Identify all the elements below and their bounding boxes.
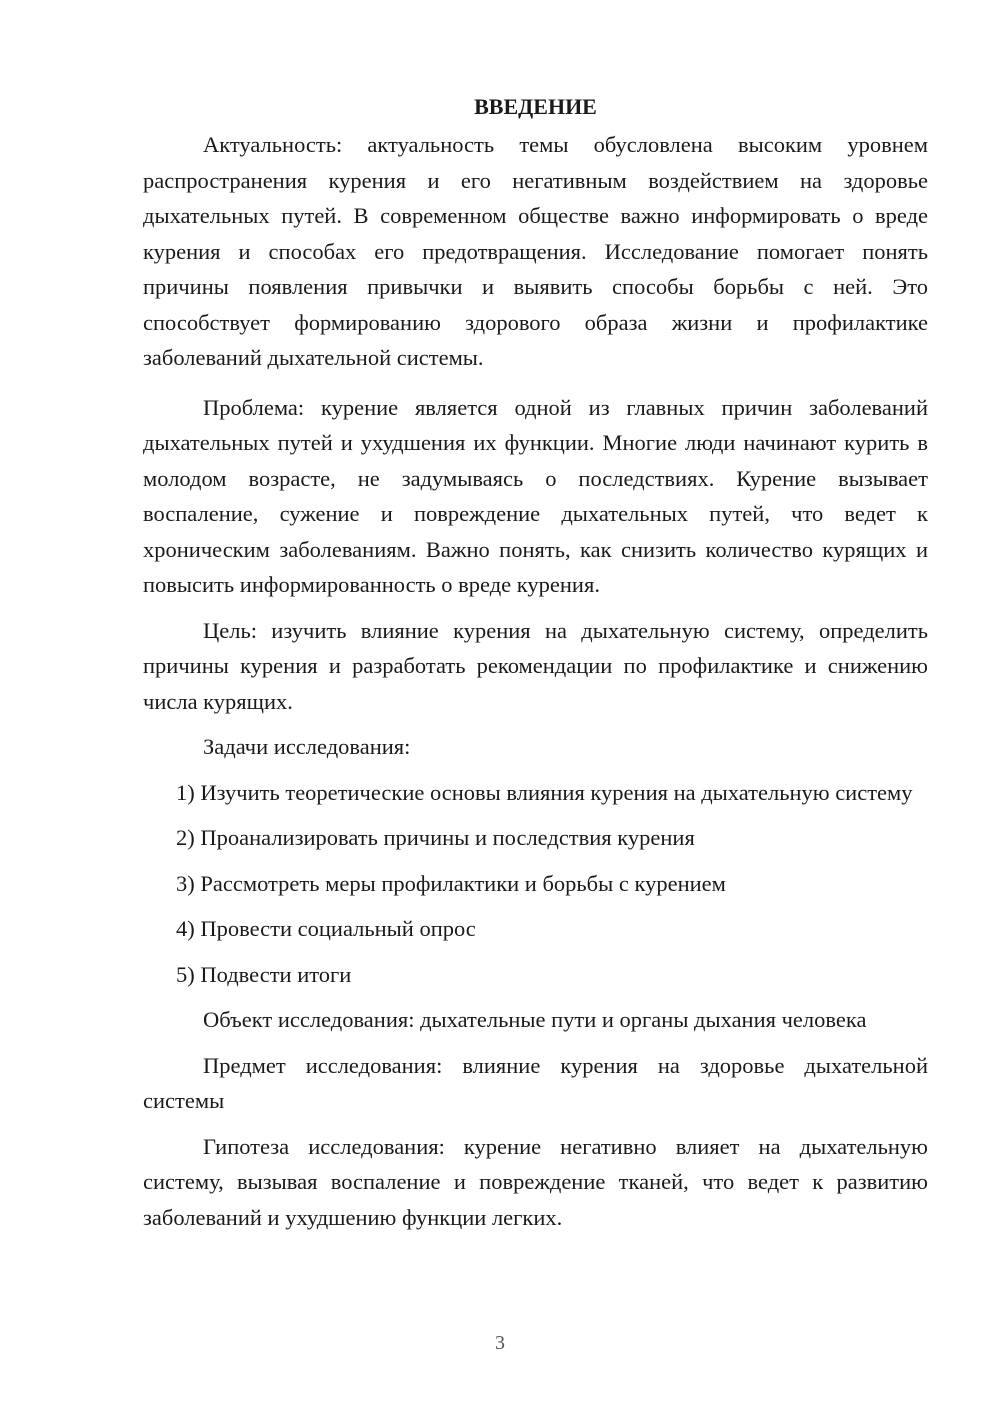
task-item-1: 1) Изучить теоретические основы влияния курения на дыхательную систему <box>176 779 913 805</box>
task-item-2: 2) Проанализировать причины и последствия курения <box>176 825 695 850</box>
task-item-4: 4) Провести социальный опрос <box>176 916 476 941</box>
hypothesis-paragraph: Гипотеза исследования: курение негативно влияет на дыхательную систему, вызывая воспаление и повреждение тканей, что ведет к развитию заболеваний и ухудшению функции легких. <box>143 1133 928 1230</box>
goal-paragraph: Цель: изучить влияние курения на дыхательную систему, определить причины курения и разработать рекомендации по профилактике и снижению числа курящих. <box>143 617 928 714</box>
tasks-list <box>143 775 928 993</box>
page-title: ВВЕДЕНИЕ <box>474 94 597 119</box>
document-page <box>143 92 928 1235</box>
object-paragraph: Объект исследования: дыхательные пути и органы дыхания человека <box>203 1007 867 1032</box>
subject-paragraph: Предмет исследования: влияние курения на здоровье дыхательной системы <box>143 1052 928 1113</box>
page-number: 3 <box>495 1332 505 1354</box>
task-item-3: 3) Рассмотреть меры профилактики и борьбы с курением <box>176 870 726 896</box>
task-item-5: 5) Подвести итоги <box>176 961 352 987</box>
tasks-heading: Задачи исследования: <box>203 734 411 759</box>
problem-paragraph: Проблема: курение является одной из главных причин заболеваний дыхательных путей и ухудшения их функции. Многие люди начинают курить в молодом возрасте, не задумываясь о последствиях. Курение вызывает воспаление, сужение и повреждение дыхательных путей, что ведет к хроническим заболеваниям. Важно понять, как снизить количество курящих и повысить информированность о вреде курения. <box>143 394 928 597</box>
relevance-paragraph: Актуальность: актуальность темы обусловлена высоким уровнем распространения курения и его негативным воздействием на здоровье дыхательных путей. В современном обществе важно информировать о вреде курения и способах его предотвращения. Исследование помогает понять причины появления привычки и выявить способы борьбы с ней. Это способствует формированию здорового образа жизни и профилактике заболеваний дыхательной системы. <box>143 132 928 370</box>
